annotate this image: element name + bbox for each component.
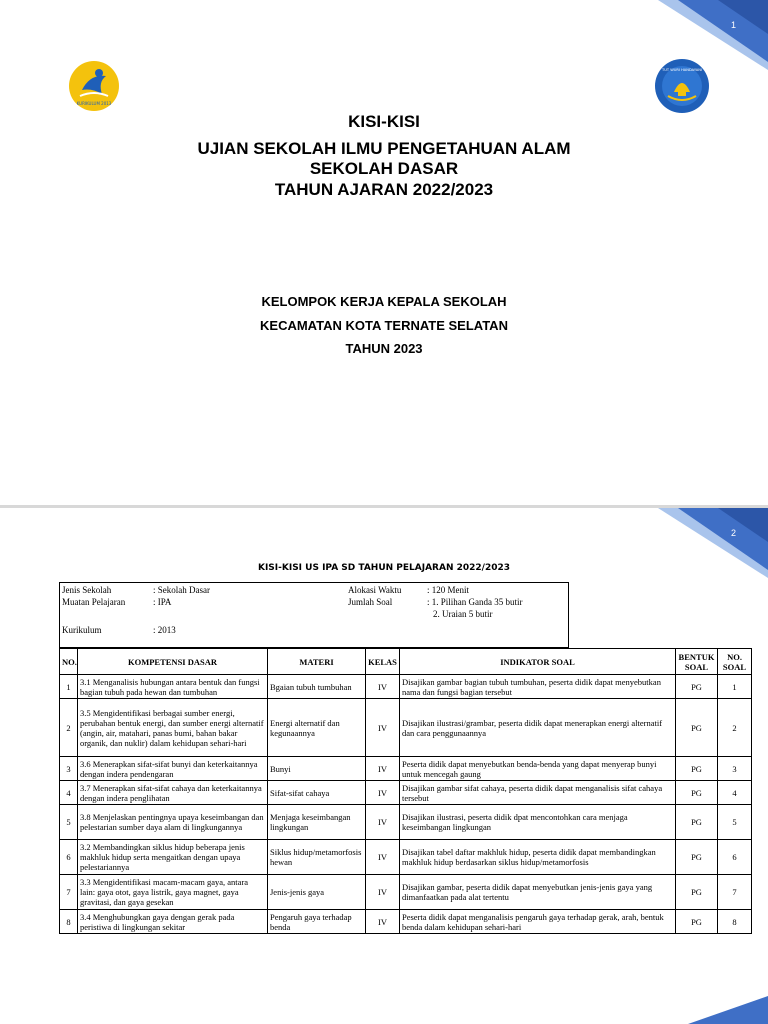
row-no: 1 xyxy=(60,675,78,699)
title-line-3: SEKOLAH DASAR xyxy=(309,159,459,178)
row-no-soal: 3 xyxy=(718,757,752,781)
page-2 xyxy=(0,508,768,1024)
row-kelas: IV xyxy=(366,675,400,699)
row-bentuk-soal: PG xyxy=(676,675,718,699)
row-no: 8 xyxy=(60,910,78,934)
row-materi: Bgaian tubuh tumbuhan xyxy=(268,675,366,699)
page-1 xyxy=(0,0,768,505)
row-materi: Energi alternatif dan kegunaannya xyxy=(268,699,366,757)
row-materi: Siklus hidup/metamorfosis hewan xyxy=(268,840,366,875)
muatan-value: : IPA xyxy=(153,597,172,607)
info-box xyxy=(59,582,569,648)
row-kompetensi-dasar: 3.7 Menerapkan sifat-sifat cahaya dan keterkaitannya dengan indera penglihatan xyxy=(78,781,268,805)
row-kompetensi-dasar: 3.3 Mengidentifikasi macam-macam gaya, antara lain: gaya otot, gaya listrik, gaya magnet, gaya gravitasi, dan gaya gesekan xyxy=(78,875,268,910)
kurikulum-label: Kurikulum xyxy=(62,625,102,635)
table-row xyxy=(60,910,752,934)
title-line-2: UJIAN SEKOLAH ILMU PENGETAHUAN ALAM xyxy=(197,139,571,158)
row-kompetensi-dasar: 3.8 Menjelaskan pentingnya upaya keseimbangan dan pelestarian sumber daya alam di lingkungannya xyxy=(78,805,268,840)
table-row xyxy=(60,699,752,757)
table-row xyxy=(60,875,752,910)
row-kelas: IV xyxy=(366,757,400,781)
next-page-corner-decoration xyxy=(658,996,768,1024)
row-kelas: IV xyxy=(366,840,400,875)
row-materi: Sifat-sifat cahaya xyxy=(268,781,366,805)
row-no: 2 xyxy=(60,699,78,757)
jenis-label: Jenis Sekolah xyxy=(62,585,112,595)
jenis-value: : Sekolah Dasar xyxy=(153,585,210,595)
alokasi-label: Alokasi Waktu xyxy=(348,585,402,595)
header-materi: MATERI xyxy=(268,649,366,675)
row-indikator: Peserta didik dapat menyebutkan benda-benda yang dapat menyerap bunyi untuk mencegah gaung xyxy=(400,757,676,781)
row-kelas: IV xyxy=(366,910,400,934)
page-number: 1 xyxy=(730,20,736,30)
title-line-4: TAHUN AJARAN 2022/2023 xyxy=(274,180,494,199)
table-header-row xyxy=(60,649,752,675)
header-kompetensi-dasar: KOMPETENSI DASAR xyxy=(78,649,268,675)
row-no: 6 xyxy=(60,840,78,875)
row-no-soal: 2 xyxy=(718,699,752,757)
row-no: 5 xyxy=(60,805,78,840)
row-indikator: Disajikan gambar bagian tubuh tumbuhan, peserta didik dapat menyebutkan nama dan fungsi bagian tersebut xyxy=(400,675,676,699)
jumlah-value-1: : 1. Pilihan Ganda 35 butir xyxy=(427,597,523,607)
row-indikator: Disajikan ilustrasi/grambar, peserta didik dapat menerapkan energi alternatif dan cara penggunaannya xyxy=(400,699,676,757)
row-bentuk-soal: PG xyxy=(676,699,718,757)
tut-wuri-handayani-logo-icon xyxy=(654,58,710,114)
row-kompetensi-dasar: 3.5 Mengidentifikasi berbagai sumber energi, perubahan bentuk energi, dan sumber energi alternatif (angin, air, matahari, panas bumi, bahan bakar organik, dan nuklir) dalam kehidupan sehari-hari xyxy=(78,699,268,757)
row-materi: Bunyi xyxy=(268,757,366,781)
header-no-soal: NO. SOAL xyxy=(718,649,752,675)
row-no-soal: 8 xyxy=(718,910,752,934)
row-indikator: Disajikan gambar, peserta didik dapat menyebutkan jenis-jenis gaya yang dimanfaatkan pada alat tertentu xyxy=(400,875,676,910)
document-heading: KISI-KISI US IPA SD TAHUN PELAJARAN 2022/2023 xyxy=(257,563,511,573)
header-kelas: KELAS xyxy=(366,649,400,675)
row-indikator: Peserta didik dapat menganalisis pengaruh gaya terhadap gerak, arah, bentuk benda dalam kehidupan sehari-hari xyxy=(400,910,676,934)
kurikulum-value: : 2013 xyxy=(153,625,176,635)
left-logo-text: KURIKULUM 2013 xyxy=(76,101,112,106)
row-no-soal: 7 xyxy=(718,875,752,910)
row-materi: Pengaruh gaya terhadap benda xyxy=(268,910,366,934)
muatan-label: Muatan Pelajaran xyxy=(62,597,126,607)
jumlah-label: Jumlah Soal xyxy=(348,597,393,607)
row-indikator: Disajikan gambar sifat cahaya, peserta didik dapat menganalisis sifat cahaya tersebut xyxy=(400,781,676,805)
page-number: 2 xyxy=(730,528,736,538)
table-row xyxy=(60,840,752,875)
row-kelas: IV xyxy=(366,781,400,805)
row-materi: Jenis-jenis gaya xyxy=(268,875,366,910)
alokasi-value: : 120 Menit xyxy=(427,585,469,595)
subtitle-line-2: KECAMATAN KOTA TERNATE SELATAN xyxy=(260,318,508,333)
row-bentuk-soal: PG xyxy=(676,840,718,875)
row-bentuk-soal: PG xyxy=(676,910,718,934)
row-no-soal: 6 xyxy=(718,840,752,875)
row-bentuk-soal: PG xyxy=(676,875,718,910)
row-bentuk-soal: PG xyxy=(676,805,718,840)
row-no: 3 xyxy=(60,757,78,781)
title-line-1: KISI-KISI xyxy=(348,112,420,131)
right-logo-text: TUT WURI HANDAYANI xyxy=(662,68,702,72)
row-kompetensi-dasar: 3.4 Menghubungkan gaya dengan gerak pada peristiwa di lingkungan sekitar xyxy=(78,910,268,934)
row-materi: Menjaga keseimbangan lingkungan xyxy=(268,805,366,840)
row-kelas: IV xyxy=(366,875,400,910)
header-no: NO. xyxy=(60,649,78,675)
row-kompetensi-dasar: 3.1 Menganalisis hubungan antara bentuk dan fungsi bagian tubuh pada hewan dan tumbuhan xyxy=(78,675,268,699)
row-no: 7 xyxy=(60,875,78,910)
row-no: 4 xyxy=(60,781,78,805)
jumlah-value-2: 2. Uraian 5 butir xyxy=(433,609,493,619)
kurikulum-logo-icon xyxy=(68,60,120,112)
row-kelas: IV xyxy=(366,699,400,757)
row-indikator: Disajikan ilustrasi, peserta didik dpat mencontohkan cara menjaga keseimbangan lingkungan xyxy=(400,805,676,840)
row-bentuk-soal: PG xyxy=(676,781,718,805)
header-bentuk-soal: BENTUK SOAL xyxy=(676,649,718,675)
subtitle-line-1: KELOMPOK KERJA KEPALA SEKOLAH xyxy=(261,294,507,309)
header-indikator-soal: INDIKATOR SOAL xyxy=(400,649,676,675)
kisi-kisi-table xyxy=(59,648,752,934)
row-indikator: Disajikan tabel daftar makhluk hidup, peserta didik dapat membandingkan makhluk hidup berdasarkan siklus hidup/metamorfosis xyxy=(400,840,676,875)
row-kelas: IV xyxy=(366,805,400,840)
table-row xyxy=(60,805,752,840)
subtitle-line-3: TAHUN 2023 xyxy=(345,341,423,356)
table-row xyxy=(60,675,752,699)
row-no-soal: 1 xyxy=(718,675,752,699)
row-no-soal: 5 xyxy=(718,805,752,840)
row-kompetensi-dasar: 3.6 Menerapkan sifat-sifat bunyi dan keterkaitannya dengan indera pendengaran xyxy=(78,757,268,781)
table-row xyxy=(60,781,752,805)
table-row xyxy=(60,757,752,781)
row-bentuk-soal: PG xyxy=(676,757,718,781)
row-kompetensi-dasar: 3.2 Membandingkan siklus hidup beberapa jenis makhluk hidup serta mengaitkan dengan upaya pelestariannya xyxy=(78,840,268,875)
row-no-soal: 4 xyxy=(718,781,752,805)
